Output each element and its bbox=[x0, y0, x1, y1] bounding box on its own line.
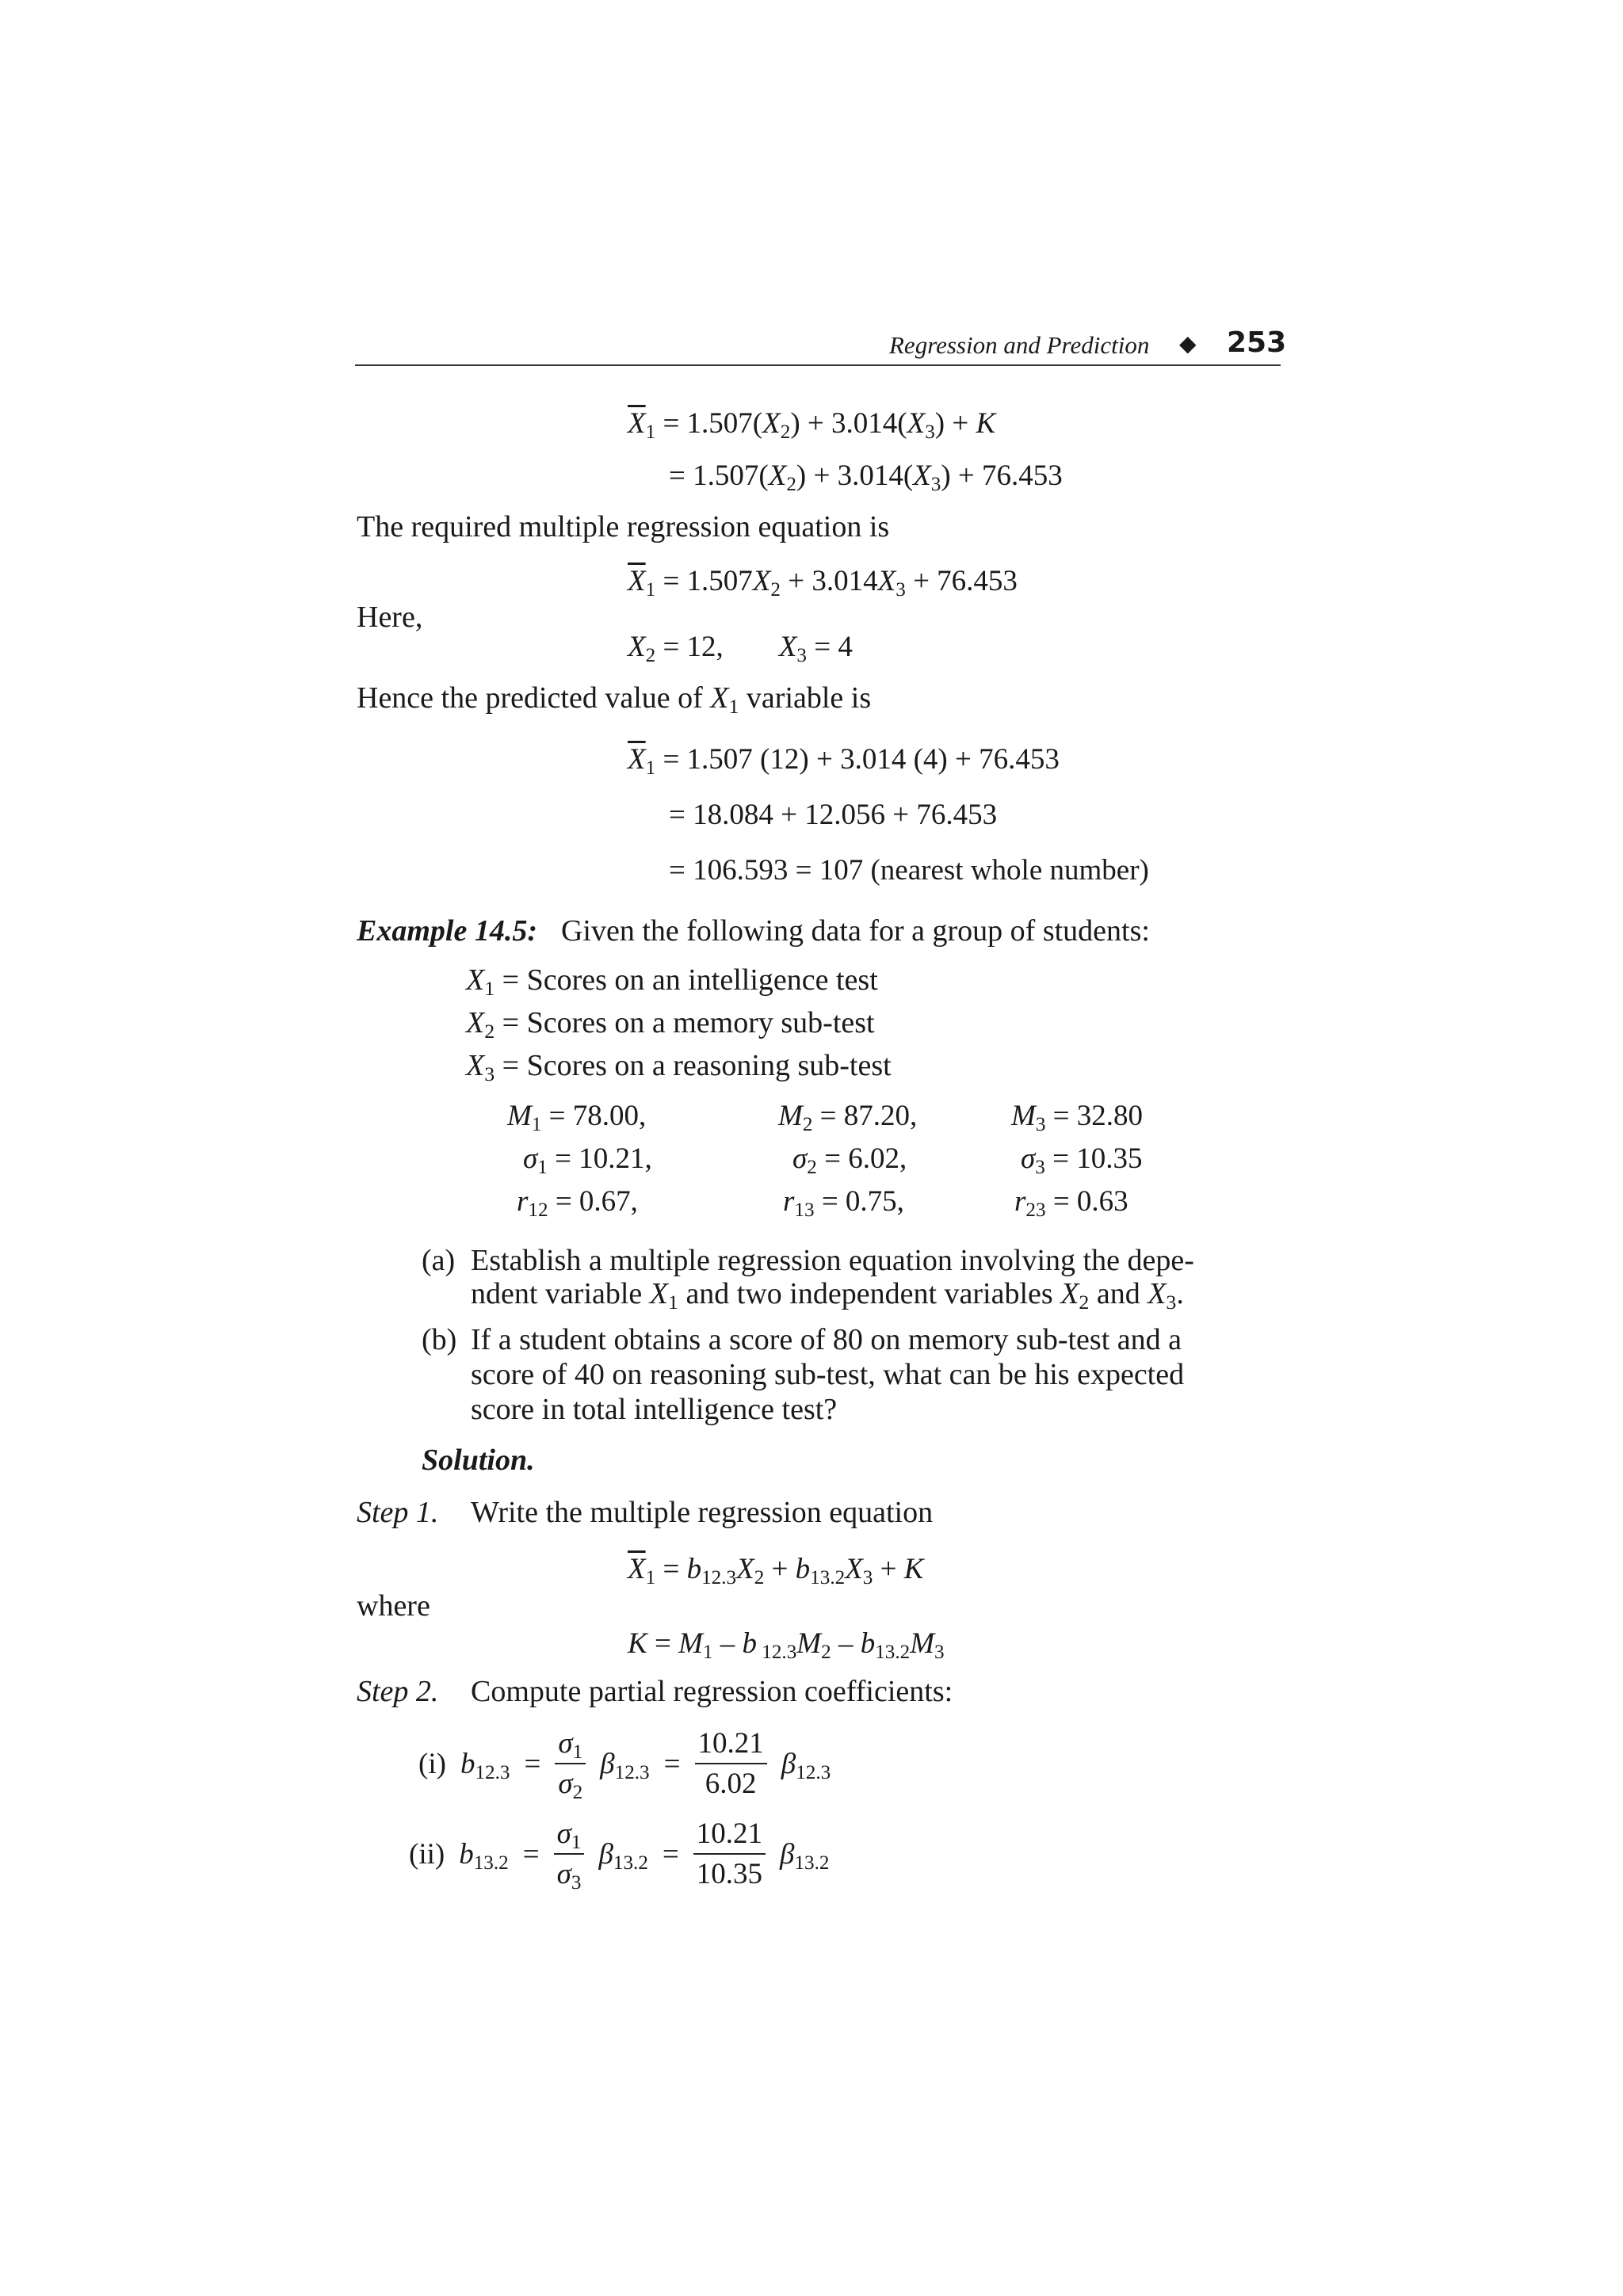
stat-sd-1: $\sigma_1 = 10.21$, bbox=[523, 1142, 652, 1179]
paragraph: Here, bbox=[357, 601, 423, 634]
stat-r-13: $r_{13} = 0.75$, bbox=[783, 1185, 904, 1222]
fraction: $\frac{10.21}{10.35}$ bbox=[693, 1819, 766, 1889]
definition-line: $X_3$ = Scores on a reasoning sub-test bbox=[466, 1049, 892, 1086]
equation-line: $\overline{X}_1 = b_{12.3}X_2 + b_{13.2}X_3 + K$ bbox=[628, 1553, 924, 1589]
stat-mean-3: $M_3 = 32.80$ bbox=[1011, 1100, 1144, 1136]
part-b-line: If a student obtains a score of 80 on memory sub-test and a bbox=[471, 1323, 1182, 1356]
equation-line: $\overline{X}_1 = 1.507(X_2) + 3.014(X_3) + K$ bbox=[628, 407, 996, 444]
coefficient-equation-ii: (ii) $b_{13.2}$ = $\frac{\sigma_1}{\sigma_3}$ $\beta_{13.2}$ = $\frac{10.21}{10.35}$ $\beta_{13.2}$ bbox=[409, 1817, 830, 1894]
running-title: Regression and Prediction bbox=[889, 331, 1150, 359]
equation-line: $X_2 = 12$, $X_3 = 4$ bbox=[628, 631, 853, 667]
equation-line: = 18.084 + 12.056 + 76.453 bbox=[669, 799, 998, 831]
definition-line: $X_2$ = Scores on a memory sub-test bbox=[466, 1006, 875, 1043]
paragraph: The required multiple regression equation is bbox=[357, 510, 890, 543]
page-number: 253 bbox=[1227, 326, 1287, 359]
step-2-label: Step 2. bbox=[357, 1675, 439, 1708]
part-a-line: Establish a multiple regression equation involving the depe- bbox=[471, 1244, 1194, 1277]
diamond-separator-icon: ◆ bbox=[1179, 330, 1197, 357]
paragraph: Hence the predicted value of $X_1$ variable is bbox=[357, 681, 872, 719]
fraction: $\frac{10.21}{6.02}$ bbox=[695, 1729, 767, 1798]
coefficient-equation-i: (i) $b_{12.3}$ = $\frac{\sigma_1}{\sigma_2}$ $\beta_{12.3}$ = $\frac{10.21}{6.02}$ $\beta_{12.3}$ bbox=[418, 1727, 831, 1804]
equation-line: $\overline{X}_1 = 1.507$ (12) + 3.014 (4) + 76.453 bbox=[628, 743, 1060, 780]
stat-r-23: $r_{23} = 0.63$ bbox=[1014, 1185, 1128, 1222]
step-1-text: Write the multiple regression equation bbox=[471, 1496, 934, 1529]
part-a-label: (a) bbox=[422, 1244, 456, 1277]
stat-mean-2: $M_2 = 87.20$, bbox=[778, 1100, 918, 1136]
part-b-line: score in total intelligence test? bbox=[471, 1393, 838, 1426]
step-2-text: Compute partial regression coefficients: bbox=[471, 1675, 953, 1708]
header-rule bbox=[355, 364, 1281, 366]
stat-sd-2: $\sigma_2 = 6.02$, bbox=[792, 1142, 907, 1179]
equation-line: = 106.593 = 107 (nearest whole number) bbox=[669, 854, 1149, 887]
stat-r-12: $r_{12} = 0.67$, bbox=[517, 1185, 638, 1222]
stat-sd-3: $\sigma_3 = 10.35$ bbox=[1021, 1142, 1143, 1179]
example-heading: Example 14.5: Given the following data for a group of students: bbox=[357, 914, 1150, 948]
step-1-label: Step 1. bbox=[357, 1496, 439, 1529]
equation-line: $K = M_1 - b$ $_{12.3}M_2 - b_{13.2}M_3$ bbox=[628, 1627, 945, 1664]
fraction: $\frac{\sigma_1}{\sigma_3}$ bbox=[554, 1819, 585, 1889]
paragraph: where bbox=[357, 1589, 430, 1623]
stat-mean-1: $M_1 = 78.00$, bbox=[507, 1100, 647, 1136]
equation-line: $\overline{X}_1 = 1.507X_2 + 3.014X_3 + 76.453$ bbox=[628, 565, 1018, 601]
part-a-line: ndent variable $X_1$ and two independent variables $X_2$ and $X_3$. bbox=[471, 1277, 1184, 1314]
part-b-line: score of 40 on reasoning sub-test, what can be his expected bbox=[471, 1358, 1185, 1391]
fraction: $\frac{\sigma_1}{\sigma_2}$ bbox=[555, 1729, 586, 1798]
definition-line: $X_1$ = Scores on an intelligence test bbox=[466, 963, 878, 1001]
part-b-label: (b) bbox=[422, 1323, 457, 1356]
solution-heading: Solution. bbox=[422, 1444, 535, 1477]
equation-line: = $1.507(X_2) + 3.014(X_3) + 76.453$ bbox=[669, 460, 1063, 496]
